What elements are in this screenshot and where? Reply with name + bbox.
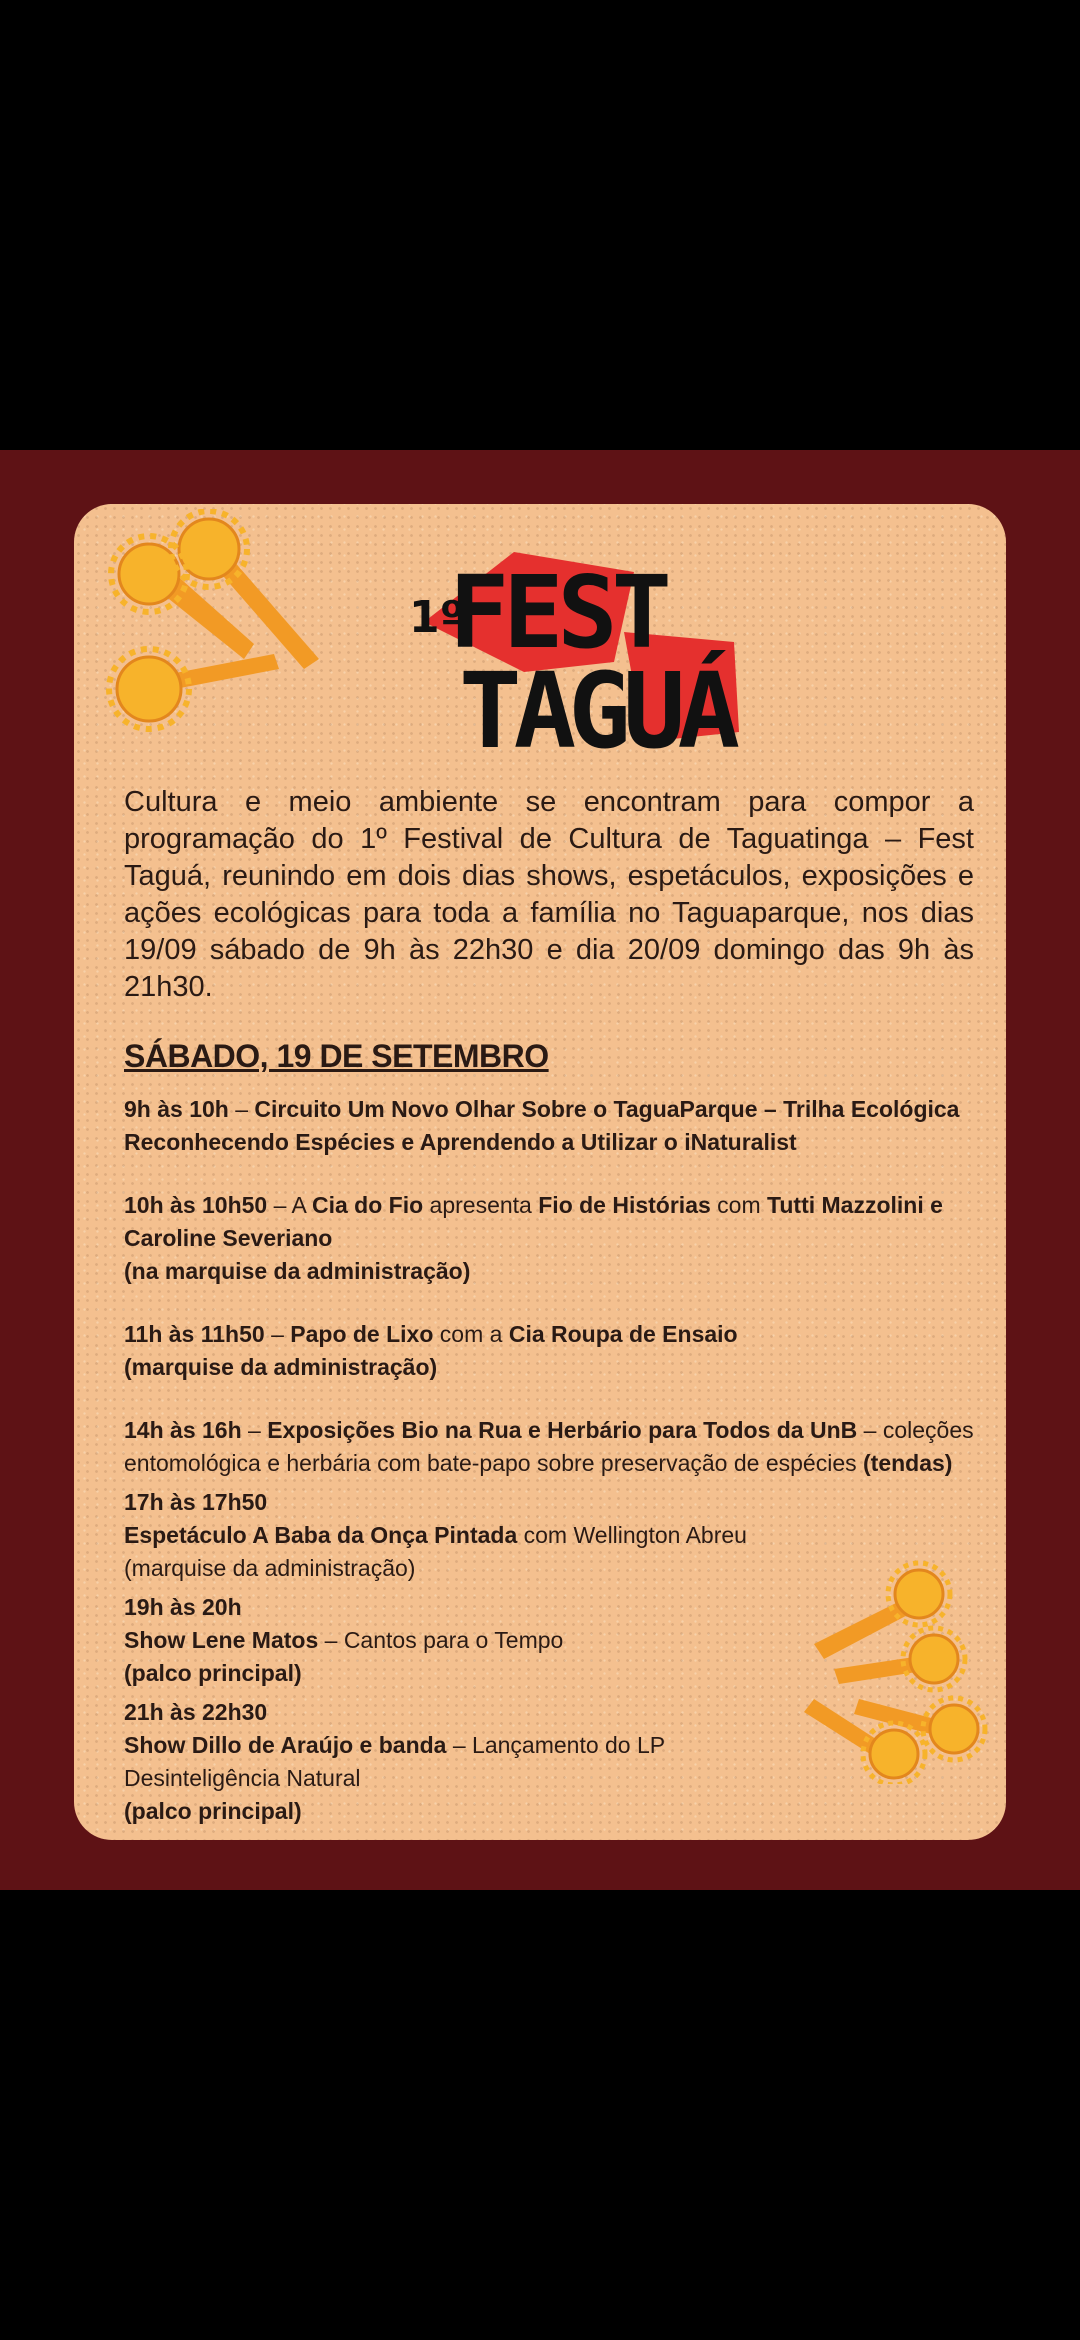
item-time: 10h às 10h50 [124, 1192, 268, 1218]
item-company: Cia do Fio [311, 1192, 424, 1218]
item-time: 19h às 20h [124, 1594, 242, 1620]
item-sep: – [241, 1417, 268, 1443]
item-place: (marquise da administração) [124, 1354, 438, 1380]
item-place: (palco principal) [124, 1660, 302, 1686]
logo-word-tagua: TAGUÁ [459, 650, 733, 762]
item-title: Circuito Um Novo Olhar Sobre o TaguaParque – Trilha Ecológica Reconhecendo Espécies e Aprendendo a Utilizar o iNaturalist [124, 1096, 960, 1155]
schedule-item [124, 1189, 974, 1288]
item-title: Espetáculo A Baba da Onça Pintada [124, 1522, 518, 1548]
poster-frame [0, 450, 1080, 1890]
item-description: – coleções entomológica e herbária com bate-papo sobre preservação de espécies [124, 1417, 974, 1476]
item-title: Fio de Histórias [538, 1192, 711, 1218]
logo-graphic [404, 532, 834, 762]
item-time: 21h às 22h30 [124, 1699, 268, 1725]
sunflower-cones-bottom-icon [804, 1554, 1004, 1784]
item-title: Show Lene Matos [124, 1627, 319, 1653]
item-place: (palco principal) [124, 1798, 302, 1824]
item-time: 11h às 11h50 [124, 1321, 265, 1347]
fest-tagua-logo [404, 532, 834, 762]
intro-paragraph: Cultura e meio ambiente se encontram para compor a programação do 1º Festival de Cultura de Taguatinga – Fest Taguá, reunindo em dois dias shows, espetáculos, exposições e ações ecológicas para toda a família no Taguaparque, nos dias 19/09 sábado de 9h às 22h30 e dia 20/09 domingo das 9h às 21h30. [124, 786, 974, 1003]
program-card [74, 504, 1006, 1840]
schedule-item [124, 1414, 974, 1480]
item-title: Papo de Lixo [290, 1321, 434, 1347]
item-place: (marquise da administração) [124, 1555, 416, 1581]
item-time: 14h às 16h [124, 1417, 242, 1443]
item-text: – Cantos para o Tempo [318, 1627, 564, 1653]
logo-word-fest: FEST [449, 554, 666, 671]
schedule-item [124, 1318, 974, 1384]
item-text: – Lançamento do LP [446, 1732, 666, 1758]
item-sep: – [264, 1321, 291, 1347]
item-text: com Wellington Abreu [517, 1522, 747, 1548]
item-company: Cia Roupa de Ensaio [508, 1321, 738, 1347]
item-text: com a [433, 1321, 509, 1347]
item-text: apresenta [423, 1192, 539, 1218]
item-title: Exposições Bio na Rua e Herbário para Todos da UnB [267, 1417, 858, 1443]
item-time: 17h às 17h50 [124, 1489, 268, 1515]
sunflower-cones-top-icon [94, 509, 324, 759]
item-place: (na marquise da administração) [124, 1258, 471, 1284]
item-text: Desinteligência Natural [124, 1765, 361, 1791]
day-title: SÁBADO, 19 DE SETEMBRO [124, 1038, 549, 1074]
item-time: 9h às 10h [124, 1096, 229, 1122]
item-place: (tendas) [863, 1450, 953, 1476]
logo-ordinal: 1º [409, 592, 465, 643]
item-sep: – [228, 1096, 255, 1122]
item-sep: – A [267, 1192, 312, 1218]
item-title: Show Dillo de Araújo e banda [124, 1732, 447, 1758]
schedule-item [124, 1093, 974, 1159]
item-artists: Tutti Mazzolini e Caroline Severiano [124, 1192, 943, 1251]
item-text: com [710, 1192, 768, 1218]
